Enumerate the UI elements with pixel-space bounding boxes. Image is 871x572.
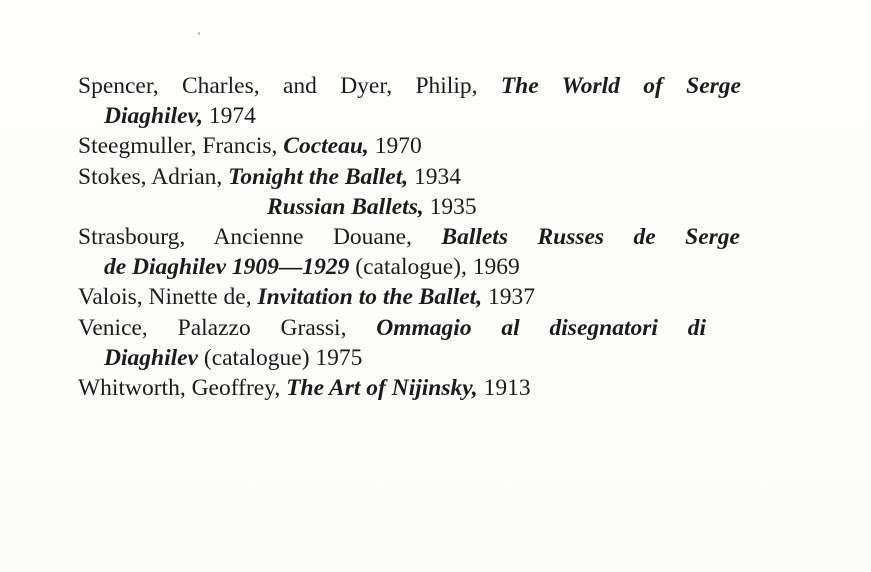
title-text: The Art of Nijinsky,	[286, 374, 478, 401]
title-text: Diaghilev	[104, 344, 198, 371]
year-text: 1935	[423, 193, 477, 220]
author-text: Venice, Palazzo Grassi,	[78, 314, 377, 341]
year-text: 1934	[408, 163, 462, 190]
bibliography-entry-whitworth	[78, 373, 758, 403]
title-text: Russian Ballets,	[267, 193, 424, 220]
catalogue-year-text: (catalogue), 1969	[349, 254, 520, 281]
year-text: 1970	[368, 133, 422, 160]
entry-line	[78, 373, 758, 403]
catalogue-year-text: (catalogue) 1975	[198, 344, 363, 371]
bibliography-entry-spencer	[78, 71, 758, 131]
bibliography-entry-venice	[78, 313, 758, 373]
title-text: The World of Serge	[500, 73, 741, 99]
bibliography-entry-valois	[78, 282, 758, 312]
entry-line	[78, 252, 758, 282]
entry-line	[78, 131, 758, 161]
entry-line	[78, 162, 758, 192]
title-text: Diaghilev,	[104, 103, 203, 130]
author-text: Spencer, Charles, and Dyer, Philip,	[78, 73, 501, 99]
author-text: Valois, Ninette de,	[78, 284, 258, 311]
title-text: Cocteau,	[283, 133, 369, 160]
title-text: Ommagio al disegnatori di	[376, 314, 706, 341]
entry-line	[78, 192, 758, 222]
author-text: Whitworth, Geoffrey,	[78, 374, 287, 401]
entry-line	[78, 313, 706, 343]
year-text: 1913	[477, 374, 531, 401]
title-text: Ballets Russes de Serge	[441, 223, 740, 250]
title-text: de Diaghilev 1909—1929	[104, 254, 350, 281]
author-text: Steegmuller, Francis,	[78, 133, 284, 160]
author-text: Stokes, Adrian,	[78, 163, 229, 190]
entry-line	[78, 71, 741, 101]
year-text: 1937	[482, 284, 535, 311]
bibliography-entry-steegmuller	[78, 131, 758, 161]
bibliography-entry-strasbourg	[78, 222, 758, 282]
entry-line	[78, 282, 758, 312]
bibliography-list	[78, 71, 758, 403]
entry-line	[78, 101, 758, 131]
paper-speck	[198, 32, 200, 35]
author-text: Strasbourg, Ancienne Douane,	[78, 223, 442, 250]
title-text: Tonight the Ballet,	[228, 163, 409, 190]
title-text: Invitation to the Ballet,	[257, 284, 483, 311]
year-text: 1974	[203, 103, 256, 130]
entry-line	[78, 222, 740, 252]
bibliography-entry-stokes	[78, 162, 758, 222]
entry-line	[78, 343, 758, 373]
